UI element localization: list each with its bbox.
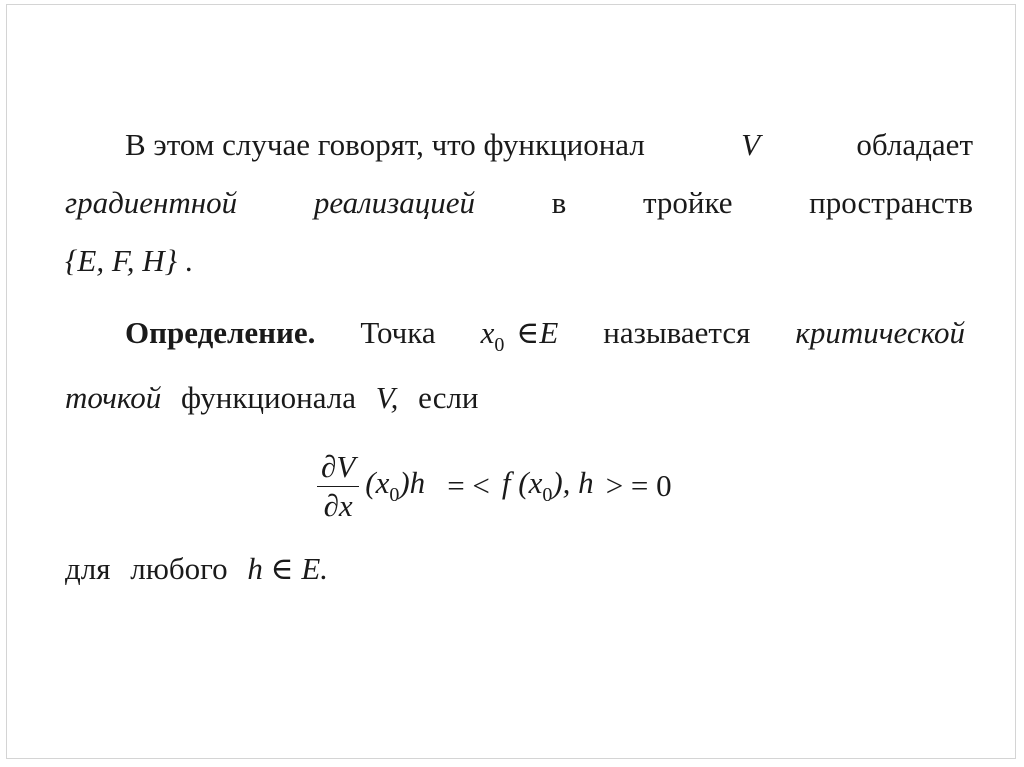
- math-expr: h ∈ E.: [247, 551, 329, 586]
- paragraph-line-3: [65, 241, 973, 281]
- text-word: тройке: [642, 185, 733, 220]
- italic-term: реализацией: [313, 185, 476, 220]
- formula-f-open: f (x: [501, 465, 543, 500]
- math-var: V: [741, 127, 761, 162]
- formula-arg-open: (x: [365, 465, 390, 500]
- paragraph-line-2: [65, 183, 973, 223]
- math-in: ∈E: [516, 315, 559, 350]
- italic-term: точкой: [65, 380, 162, 415]
- text-word: в: [551, 185, 567, 220]
- text-segment: обладает: [856, 127, 973, 162]
- text-word: Точка: [360, 315, 436, 350]
- text-word: пространств: [809, 185, 973, 220]
- math-var: x: [480, 315, 495, 350]
- text-punct: .: [184, 243, 193, 278]
- math-var: V,: [375, 380, 399, 415]
- definition-line-2: [65, 378, 973, 418]
- paragraph-line-1: [65, 125, 973, 165]
- math-subscript: 0: [494, 334, 505, 356]
- formula-arg-close: )h: [399, 465, 426, 500]
- formula-fraction: [317, 448, 359, 525]
- slide: [6, 4, 1016, 759]
- formula-f-close: ), h: [552, 465, 594, 500]
- formula-arg-subscript: 0: [389, 484, 400, 506]
- italic-term: критической: [795, 315, 965, 350]
- fraction-numerator: ∂V: [321, 448, 356, 484]
- text-word: называется: [603, 315, 751, 350]
- text-word: любого: [130, 551, 228, 586]
- text-segment: В этом случае говорят, что функционал: [125, 127, 645, 162]
- math-set: {E, F, H}: [65, 243, 178, 278]
- formula-f-subscript: 0: [542, 484, 553, 506]
- formula-f-term: [502, 465, 594, 507]
- definition-label: Определение.: [125, 315, 316, 350]
- formula-argument: [365, 465, 425, 507]
- formula: [317, 441, 672, 531]
- formula-equals-open: = <: [447, 468, 490, 503]
- math-expr: [481, 313, 559, 365]
- italic-term: градиентной: [65, 185, 238, 220]
- fraction-denominator: ∂x: [323, 487, 353, 523]
- text-word: если: [418, 380, 479, 415]
- text-word: для: [65, 551, 111, 586]
- closing-line: [65, 549, 973, 589]
- definition-line-1: [65, 313, 965, 365]
- text-word: функционала: [180, 380, 356, 415]
- formula-close-equals: > = 0: [605, 468, 672, 503]
